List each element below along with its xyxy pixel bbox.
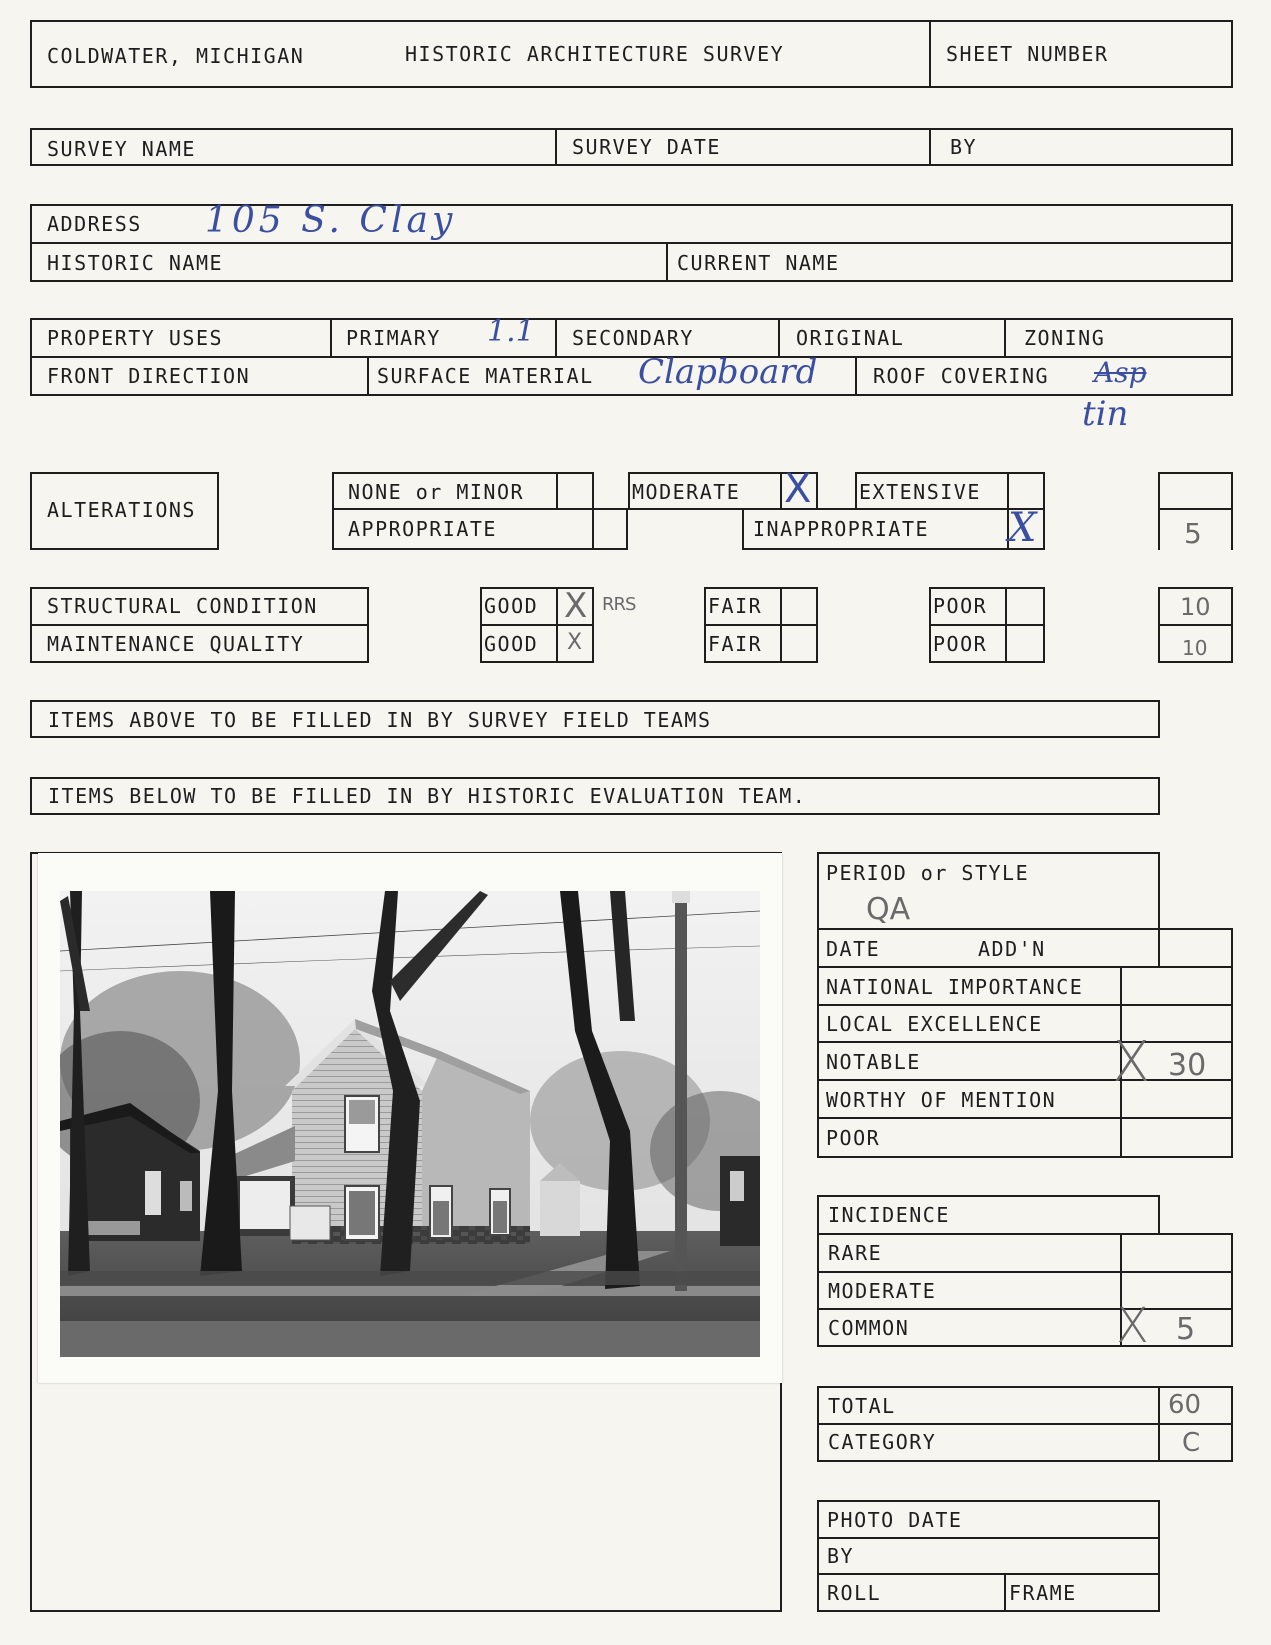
alterations-label: ALTERATIONS [47,498,196,522]
secondary-label: SECONDARY [572,326,694,350]
current-name-label: CURRENT NAME [677,251,840,275]
divider [817,1423,1233,1425]
primary-value: 1.1 [487,314,535,349]
divider [592,508,594,550]
survey-by-label: BY [950,135,978,159]
original-label: ORIGINAL [796,326,905,350]
maintenance-good-label: GOOD [484,632,539,656]
divider [780,472,782,510]
common-label: COMMON [828,1316,910,1340]
incidence-label: INCIDENCE [828,1203,950,1227]
divider [330,318,332,356]
sheet-number-label: SHEET NUMBER [946,42,1109,66]
divider [1004,318,1006,356]
divider [1005,587,1007,663]
divider [817,1271,1233,1273]
below-note: ITEMS BELOW TO BE FILLED IN BY HISTORIC EVALUATION TEAM. [48,784,807,808]
category-value: C [1182,1428,1201,1458]
roof-struck-value: Asp [1094,356,1147,389]
survey-date-label: SURVEY DATE [572,135,721,159]
total-label: TOTAL [828,1394,896,1418]
divider [817,1041,1233,1043]
common-mark: X [1116,1298,1149,1354]
addn-label: ADD'N [978,937,1046,961]
divider [1158,624,1233,626]
inappropriate-mark: X [1008,505,1037,551]
front-direction-label: FRONT DIRECTION [47,364,251,388]
local-excellence-label: LOCAL EXCELLENCE [826,1012,1043,1036]
moderate-label: MODERATE [632,480,741,504]
divider [929,128,931,166]
divider [1004,1573,1006,1612]
divider [555,128,557,166]
divider [666,242,668,282]
maintenance-poor-label: POOR [933,632,988,656]
divider [30,356,1233,358]
evaluation-poor-label: POOR [826,1126,881,1150]
survey-name-label: SURVEY NAME [47,137,196,161]
alterations-score: 5 [1184,517,1202,550]
appropriate-label: APPROPRIATE [348,517,497,541]
structural-good-label: GOOD [484,594,539,618]
divider [1158,508,1233,510]
divider [1158,928,1160,966]
divider [555,318,557,356]
property-uses-label: PROPERTY USES [47,326,224,350]
historic-name-label: HISTORIC NAME [47,251,224,275]
address-label: ADDRESS [47,212,142,236]
worthy-label: WORTHY OF MENTION [826,1088,1057,1112]
incidence-moderate-label: MODERATE [828,1279,937,1303]
total-value: 60 [1168,1390,1202,1420]
divider [367,356,369,396]
roof-covering-label: ROOF COVERING [873,364,1050,388]
inappropriate-label: INAPPROPRIATE [753,517,930,541]
maintenance-fair-label: FAIR [708,632,763,656]
divider [1158,1386,1160,1462]
national-importance-label: NATIONAL IMPORTANCE [826,975,1084,999]
period-style-value: QA [866,892,911,927]
evaluation-table [817,928,1233,1158]
divider [817,1117,1233,1119]
city-label: COLDWATER, MICHIGAN [47,44,305,68]
moderate-mark: X [784,466,812,512]
primary-label: PRIMARY [346,326,441,350]
frame-label: FRAME [1009,1581,1077,1605]
divider [556,472,558,510]
structural-condition-label: STRUCTURAL CONDITION [47,594,318,618]
divider [817,1573,1160,1575]
maintenance-quality-label: MAINTENANCE QUALITY [47,632,305,656]
divider [780,587,782,663]
structural-good-mark: X [564,586,588,626]
extensive-label: EXTENSIVE [859,480,981,504]
divider [704,624,818,626]
notable-label: NOTABLE [826,1050,921,1074]
divider [30,242,1233,244]
roof-covering-value: tin [1082,394,1129,434]
divider [817,1537,1160,1539]
divider [778,318,780,356]
house-photo-image [60,891,760,1357]
period-style-label: PERIOD or STYLE [826,861,1030,885]
surface-material-label: SURFACE MATERIAL [377,364,594,388]
rare-label: RARE [828,1241,883,1265]
structural-score: 10 [1180,593,1211,621]
surface-material-value: Clapboard [638,352,818,392]
roll-label: ROLL [827,1581,882,1605]
divider [855,356,857,396]
divider [817,1308,1233,1310]
date-label: DATE [826,937,881,961]
structural-poor-label: POOR [933,594,988,618]
initials: RRS [602,594,636,615]
divider [817,966,1233,968]
maintenance-score: 10 [1182,636,1208,660]
common-score: 5 [1176,1312,1196,1347]
photo-by-label: BY [827,1544,855,1568]
notable-mark: X [1112,1030,1151,1095]
divider [30,624,369,626]
header-divider [929,20,931,88]
divider [929,624,1045,626]
zoning-label: ZONING [1024,326,1106,350]
address-value: 105 S. Clay [205,200,457,241]
structural-fair-label: FAIR [708,594,763,618]
above-note: ITEMS ABOVE TO BE FILLED IN BY SURVEY FIELD TEAMS [48,708,712,732]
form-title: HISTORIC ARCHITECTURE SURVEY [405,42,785,66]
notable-score: 30 [1168,1048,1207,1083]
photo-date-label: PHOTO DATE [827,1508,963,1532]
none-minor-label: NONE or MINOR [348,480,525,504]
divider [556,587,558,663]
divider [817,1004,1233,1006]
maintenance-good-mark: X [567,630,583,655]
category-label: CATEGORY [828,1430,937,1454]
house-photo [38,853,782,1383]
